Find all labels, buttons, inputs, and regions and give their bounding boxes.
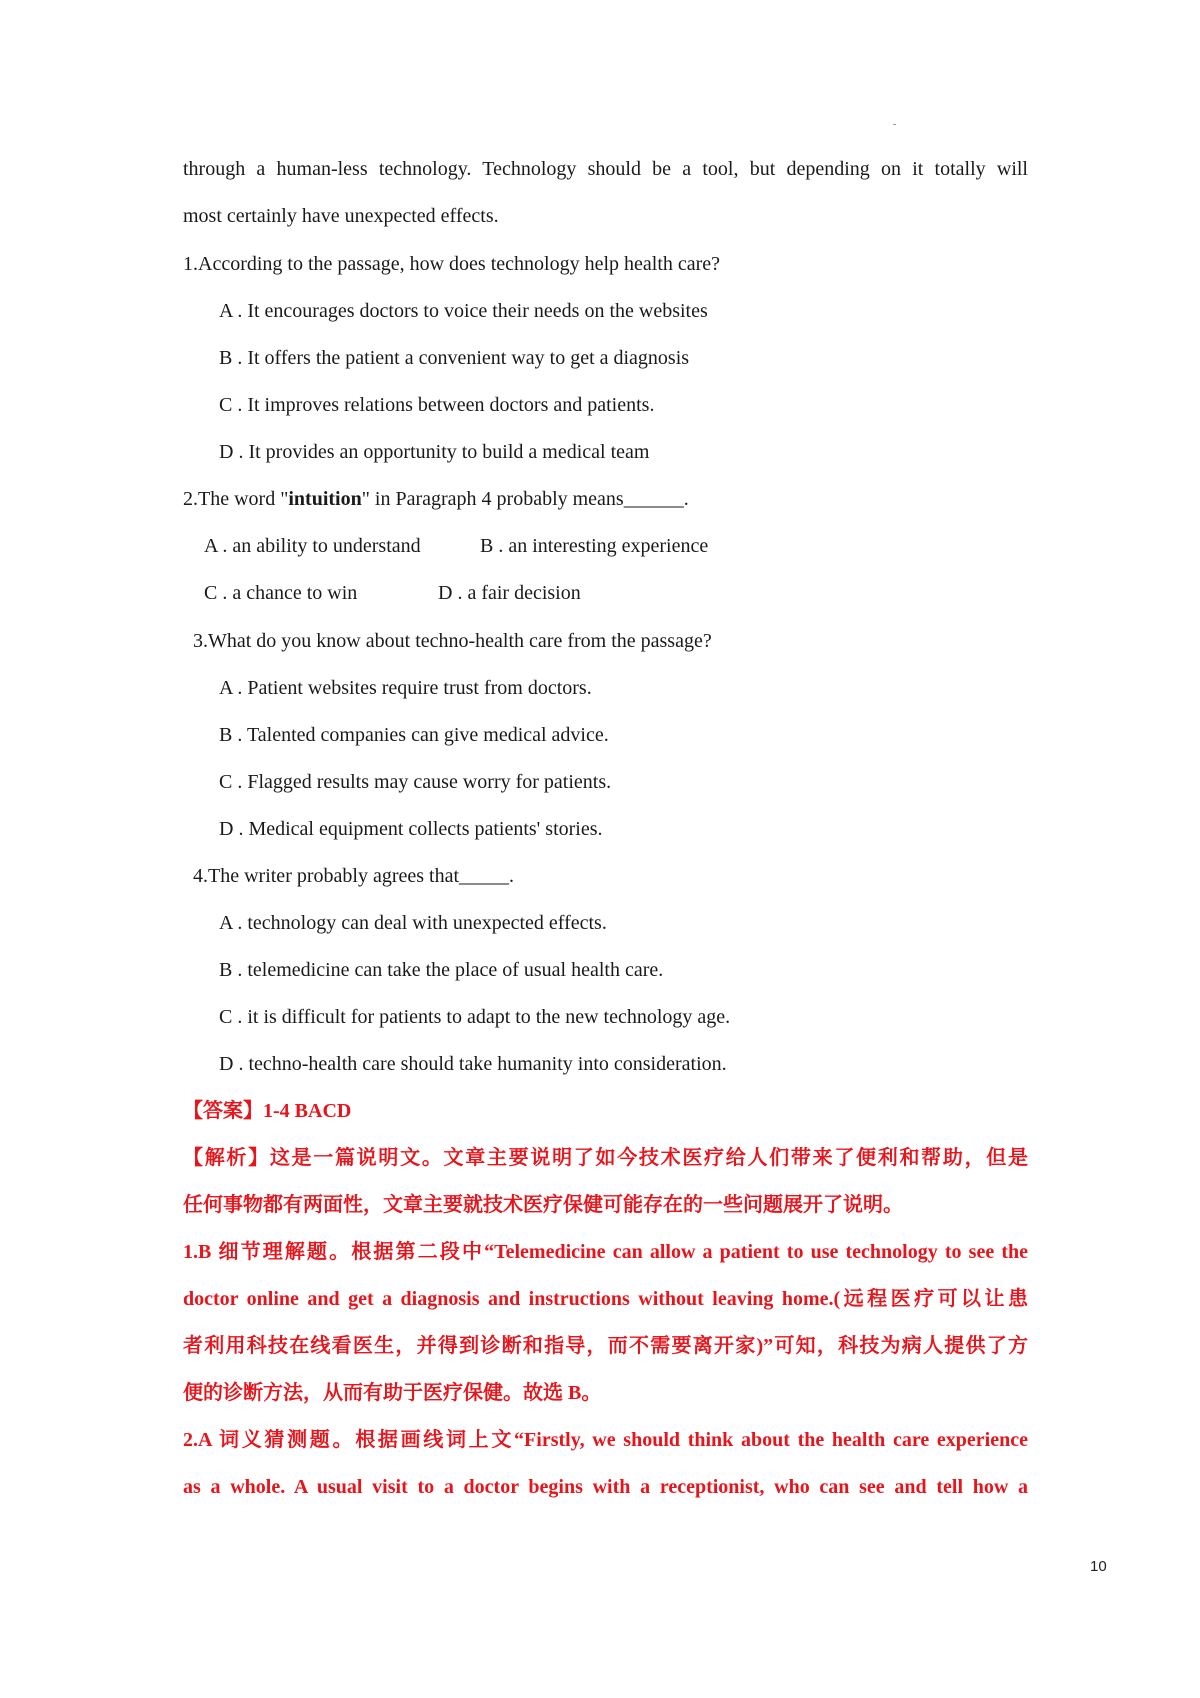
- analysis-line: 2.A 词义猜测题。根据画线词上文“Firstly, we should think about the health care experience: [183, 1429, 1028, 1451]
- analysis-line: 任何事物都有两面性，文章主要就技术医疗保健可能存在的一些问题展开了说明。: [183, 1194, 903, 1216]
- option-c: C . It improves relations between doctors and patients.: [219, 394, 655, 416]
- passage-line: through a human-less technology. Technology should be a tool, but depending on it totally will: [183, 158, 1028, 180]
- option-b: B . Talented companies can give medical advice.: [219, 724, 609, 746]
- keyword-intuition: intuition: [288, 488, 362, 510]
- analysis-line: 便的诊断方法，从而有助于医疗保健。故选 B。: [183, 1382, 602, 1404]
- option-c: C . Flagged results may cause worry for patients.: [219, 771, 612, 793]
- answer-key: 【答案】1-4 BACD: [183, 1100, 352, 1122]
- option-a: A . technology can deal with unexpected effects.: [219, 912, 607, 934]
- analysis-line: 者利用科技在线看医生，并得到诊断和指导，而不需要离开家)”可知，科技为病人提供了方: [183, 1335, 1028, 1357]
- analysis-line: doctor online and get a diagnosis and instructions without leaving home.(远程医疗可以让患: [183, 1288, 1028, 1310]
- stem-text: 2.The word ": [183, 488, 289, 510]
- option-d: D . Medical equipment collects patients' stories.: [219, 818, 603, 840]
- option-d: D . It provides an opportunity to build a medical team: [219, 441, 650, 463]
- passage-line: most certainly have unexpected effects.: [183, 205, 499, 227]
- option-b: B . It offers the patient a convenient way to get a diagnosis: [219, 347, 690, 369]
- option-d: D . a fair decision: [438, 582, 581, 604]
- option-d: D . techno-health care should take humanity into consideration.: [219, 1053, 727, 1075]
- stray-mark: [893, 124, 896, 125]
- option-c: C . it is difficult for patients to adapt to the new technology age.: [219, 1006, 731, 1028]
- question-stem: 1.According to the passage, how does technology help health care?: [183, 253, 721, 275]
- option-a: A . Patient websites require trust from doctors.: [219, 677, 592, 699]
- analysis-line: 【解析】这是一篇说明文。文章主要说明了如今技术医疗给人们带来了便利和帮助，但是: [183, 1147, 1028, 1169]
- analysis-line: 1.B 细节理解题。根据第二段中“Telemedicine can allow a patient to use technology to see the: [183, 1241, 1028, 1263]
- question-stem: 3.What do you know about techno-health care from the passage?: [193, 630, 712, 652]
- question-stem: 4.The writer probably agrees that_____.: [193, 865, 515, 887]
- option-a: A . It encourages doctors to voice their needs on the websites: [219, 300, 708, 322]
- stem-text: " in Paragraph 4 probably means______.: [361, 488, 689, 510]
- option-b: B . an interesting experience: [480, 535, 709, 557]
- analysis-line: as a whole. A usual visit to a doctor begins with a receptionist, who can see and tell how a: [183, 1476, 1028, 1498]
- option-b: B . telemedicine can take the place of usual health care.: [219, 959, 664, 981]
- option-c: C . a chance to win: [204, 582, 358, 604]
- page-number: 10: [1090, 1558, 1107, 1575]
- question-stem: [183, 487, 1028, 511]
- option-a: A . an ability to understand: [204, 535, 421, 557]
